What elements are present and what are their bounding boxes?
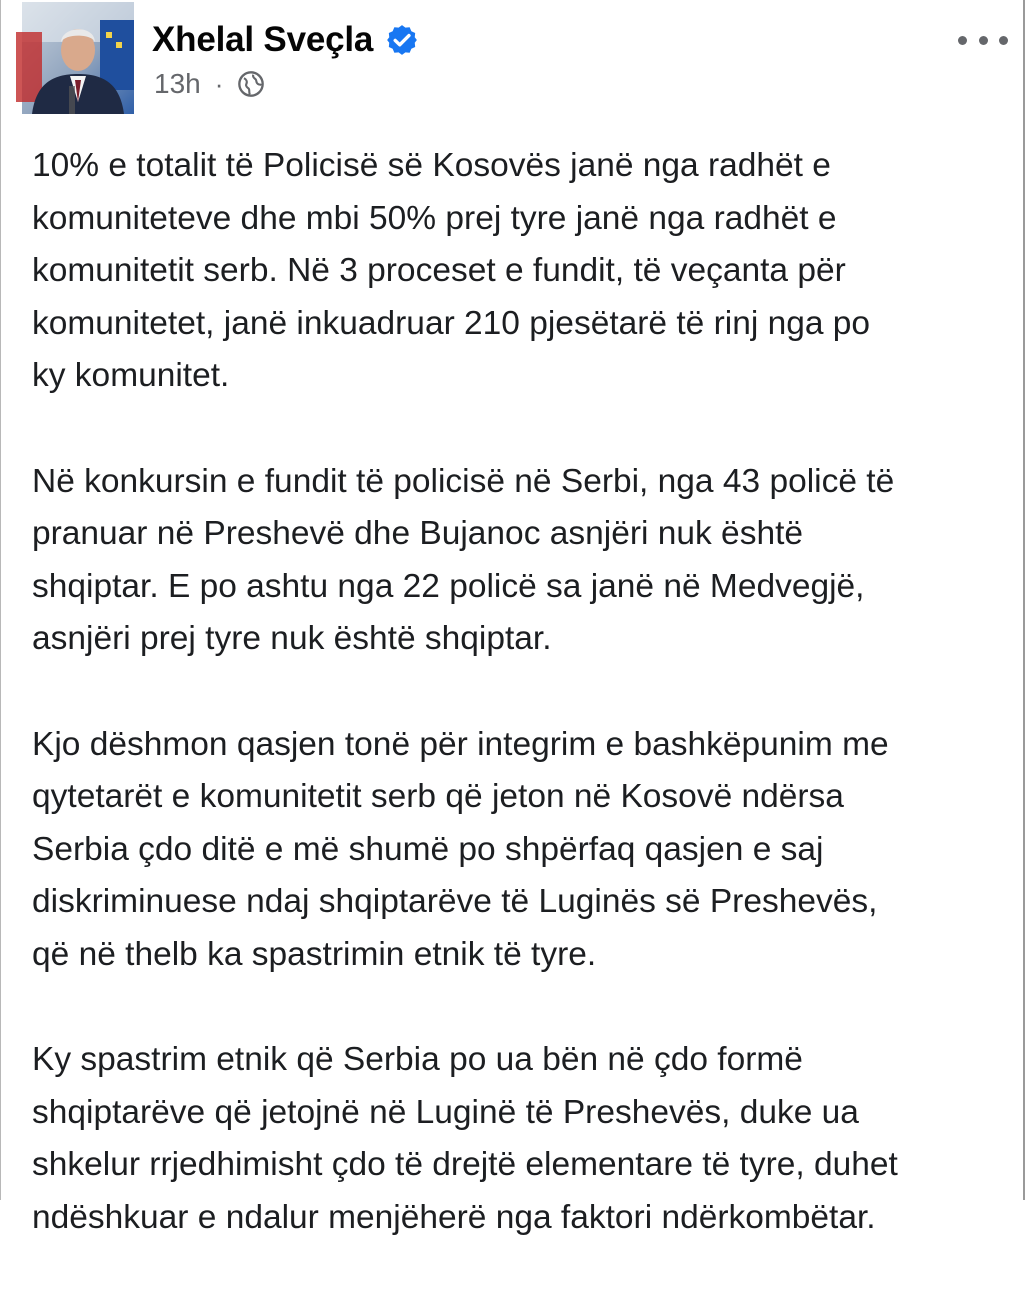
post-body [32,140,1004,1297]
post-paragraph: Kjo dëshmon qasjen tonë për integrim e bashkëpunim me qytetarët e komunitetit serb që jeton në Kosovë ndërsa Serbia çdo ditë e më shumë po shpërfaq qasjen e saj diskriminuese ndaj shqiptarëve të Luginës së Preshevës, që në thelb ka spastrimin etnik të tyre. [32,725,889,973]
post-paragraph: Në konkursin e fundit të policisë në Serbi, nga 43 policë të pranuar në Preshevë dhe Bujanoc asnjëri nuk është shqiptar. E po ashtu nga 22 policë sa janë në Medvegjë, asnjëri prej tyre nuk është shqiptar. [32,462,895,658]
more-dot [999,36,1008,45]
globe-icon [237,70,265,98]
avatar-photo [22,2,134,114]
post-timestamp[interactable]: 13h [154,68,201,99]
post-header [0,0,1025,125]
post-paragraph: 10% e totalit të Policisë së Kosovës janë nga radhët e komuniteteve dhe mbi 50% prej tyre janë nga radhët e komunitetit serb. Në 3 proceset e fundit, të veçanta për komunitetet, janë inkuadruar 210 pjesëtarë të rinj nga po ky komunitet. [32,147,871,395]
meta-separator: · [214,68,224,99]
more-options-icon[interactable] [958,25,1008,55]
more-dot [958,36,967,45]
avatar[interactable] [22,2,134,114]
verified-badge-icon [385,23,419,57]
post-paragraph: Ky spastrim etnik që Serbia po ua bën në çdo formë shqiptarëve që jetojnë në Luginë të Preshevës, duke ua shkelur rrjedhimisht çdo të drejtë elementare të tyre, duhet ndëshkuar e ndalur menjëherë nga faktori ndërkombëtar. [32,1041,898,1236]
author-name[interactable]: Xhelal Sveçla [152,20,374,59]
post-meta [154,68,265,100]
author-row [152,20,419,60]
more-dot [979,36,988,45]
